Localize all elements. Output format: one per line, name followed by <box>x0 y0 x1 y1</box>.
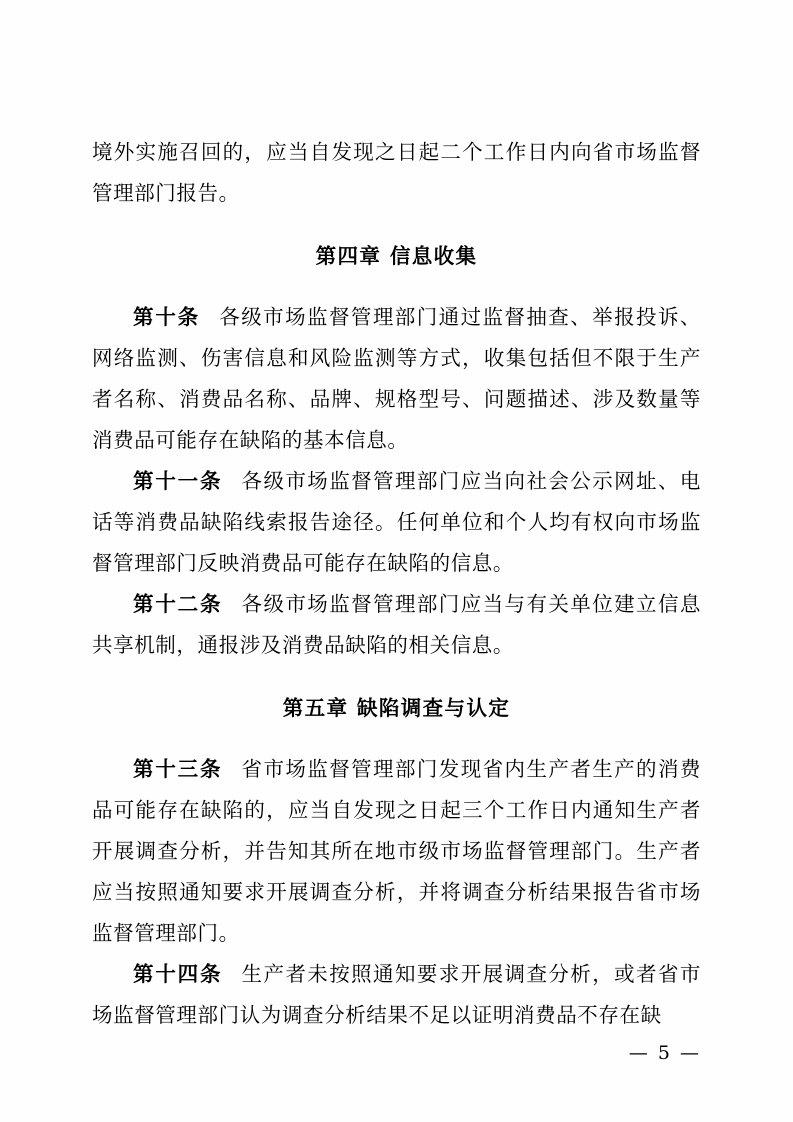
article-10-text: 各级市场监督管理部门通过监督抽查、举报投诉、网络监测、伤害信息和风险监测等方式，收集包括但不限于生产者名称、消费品名称、品牌、规格型号、问题描述、涉及数量等消费品可能存在缺陷的基本信息。 <box>92 305 702 452</box>
article-11-text: 各级市场监督管理部门应当向社会公示网址、电话等消费品缺陷线索报告途径。任何单位和个人均有权向市场监督管理部门反映消费品可能存在缺陷的信息。 <box>92 469 701 575</box>
article-10-label: 第十条 <box>133 305 201 329</box>
article-13-label: 第十三条 <box>133 757 223 781</box>
article-11 <box>92 461 701 584</box>
article-12 <box>92 584 701 666</box>
article-12-text: 各级市场监督管理部门应当与有关单位建立信息共享机制，通报涉及消费品缺陷的相关信息。 <box>92 592 701 657</box>
chapter-heading-4: 第四章 信息收集 <box>315 244 478 268</box>
article-14-text: 生产者未按照通知要求开展调查分析，或者省市场监督管理部门认为调查分析结果不足以证明消费品不存在缺 <box>92 962 701 1027</box>
document-body <box>92 132 701 1036</box>
article-14 <box>92 954 701 1036</box>
chapter-heading-5: 第五章 缺陷调查与认定 <box>282 696 511 720</box>
article-13-text: 省市场监督管理部门发现省内生产者生产的消费品可能存在缺陷的，应当自发现之日起三个工作日内通知生产者开展调查分析，并告知其所在地市级市场监督管理部门。生产者应当按照通知要求开展调查分析，并将调查分析结果报告省市场监督管理部门。 <box>92 757 701 945</box>
article-14-label: 第十四条 <box>133 962 223 986</box>
article-13 <box>92 749 701 954</box>
article-11-label: 第十一条 <box>133 469 223 493</box>
article-12-label: 第十二条 <box>133 592 223 616</box>
article-10 <box>92 297 701 461</box>
page-number: — 5 — <box>628 1042 701 1064</box>
paragraph-continuation: 境外实施召回的，应当自发现之日起二个工作日内向省市场监督管理部门报告。 <box>92 140 701 205</box>
